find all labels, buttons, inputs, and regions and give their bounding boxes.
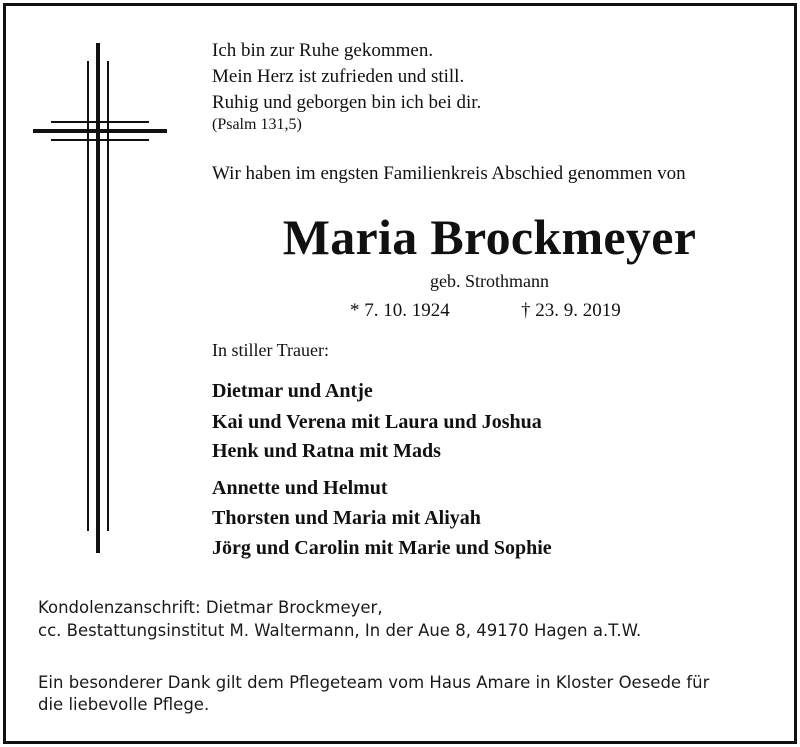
birth-date: * 7. 10. 1924 (350, 300, 450, 321)
condolence-address-line-2: cc. Bestattungsinstitut M. Waltermann, In der Aue 8, 49170 Hagen a.T.W. (38, 621, 642, 640)
mourner-line: Henk und Ratna mit Mads (212, 440, 441, 462)
mourner-line: Dietmar und Antje (212, 380, 373, 402)
cross-icon (33, 43, 167, 553)
thanks-line-1: Ein besonderer Dank gilt dem Pflegeteam vom Haus Amare in Kloster Oesede für (38, 673, 710, 692)
mourner-line: Jörg und Carolin mit Marie und Sophie (212, 537, 552, 559)
condolence-address-line-1: Kondolenzanschrift: Dietmar Brockmeyer, (38, 598, 383, 617)
verse-line-3: Ruhig und geborgen bin ich bei dir. (212, 92, 482, 113)
mourner-line: Kai und Verena mit Laura und Joshua (212, 411, 542, 433)
deceased-name: Maria Brockmeyer (282, 209, 697, 265)
death-date: † 23. 9. 2019 (521, 300, 621, 321)
intro-text: Wir haben im engsten Familienkreis Abschied genommen von (212, 163, 686, 184)
verse-source: (Psalm 131,5) (212, 116, 302, 133)
mourning-label: In stiller Trauer: (212, 340, 329, 360)
thanks-line-2: die liebevolle Pflege. (38, 695, 210, 714)
verse-line-1: Ich bin zur Ruhe gekommen. (212, 40, 434, 61)
mourner-line: Thorsten und Maria mit Aliyah (212, 507, 481, 529)
verse-line-2: Mein Herz ist zufrieden und still. (212, 66, 465, 87)
maiden-name: geb. Strothmann (430, 271, 549, 291)
mourner-line: Annette und Helmut (212, 477, 388, 499)
